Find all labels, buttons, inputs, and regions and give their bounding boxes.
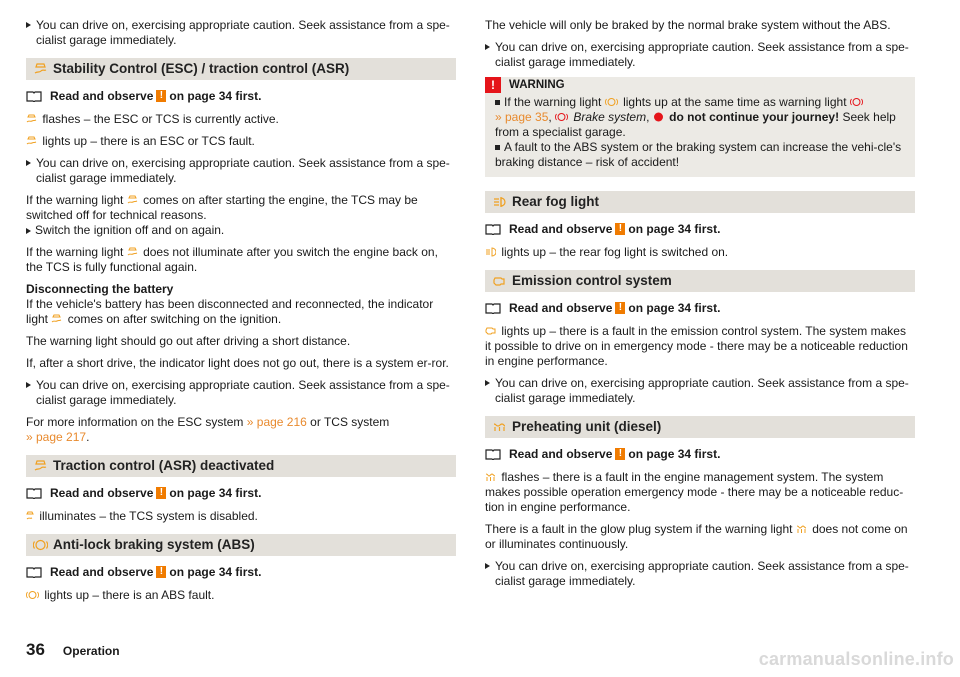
bullet-arrow-icon	[485, 44, 490, 50]
link-page-216[interactable]: » page 216	[246, 415, 307, 429]
warning-title: ! WARNING	[485, 77, 905, 93]
brake-warning-icon	[555, 112, 568, 122]
section-heading-fog: Rear fog light	[485, 191, 915, 213]
emission-icon	[485, 326, 496, 336]
esc-paragraph-3: The warning light should go out after driving a short distance.	[26, 334, 351, 348]
warning-item-1: If the warning light lights up at the same time as warning light » page 35, Brake system, do not continue your journey! Seek help from a specialist garage.	[495, 95, 896, 139]
book-icon	[485, 448, 501, 460]
esc-warning-icon	[33, 63, 48, 75]
esc-lights: lights up – there is an ESC or TCS fault.	[26, 134, 456, 149]
warning-ref-icon: !	[156, 566, 166, 578]
read-and-observe: Read and observe ! on page 34 first.	[485, 446, 915, 462]
read-and-observe: Read and observe ! on page 34 first.	[485, 221, 915, 237]
read-and-observe: Read and observe ! on page 34 first.	[26, 485, 456, 501]
section-label: Operation	[62, 644, 120, 658]
abs-intro: The vehicle will only be braked by the normal brake system without the ABS.	[485, 18, 891, 32]
read-and-observe: Read and observe ! on page 34 first.	[26, 88, 456, 104]
page-footer	[26, 642, 120, 659]
bullet-arrow-icon	[485, 380, 490, 386]
warning-ref-icon: !	[156, 90, 166, 102]
read-and-observe: Read and observe ! on page 34 first.	[26, 564, 456, 580]
watermark: carmanualsonline.info	[758, 649, 954, 669]
bullet-drive-on: You can drive on, exercising appropriate caution. Seek assistance from a spe-cialist garage immediately.	[26, 156, 456, 186]
rear-fog-icon	[485, 247, 496, 257]
book-icon	[26, 487, 42, 499]
esc-paragraph-4: If, after a short drive, the indicator light does not go out, there is a system er-ror.	[26, 356, 449, 370]
emission-icon	[492, 275, 507, 287]
esc-paragraph-2: If the warning light does not illuminate after you switch the engine back on, the TCS is fully functional again.	[26, 245, 438, 274]
abs-warning-icon	[26, 590, 39, 600]
left-column	[26, 18, 456, 610]
asr-off-icon	[26, 511, 34, 521]
more-info: For more information on the ESC system » page 216 or TCS system » page 217.	[26, 415, 390, 444]
warning-item-2: A fault to the ABS system or the braking system can increase the vehi-cle's braking distance – risk of accident!	[495, 140, 902, 169]
fog-text: lights up – the rear fog light is switched on.	[485, 245, 915, 260]
link-page-35[interactable]: » page 35	[495, 110, 549, 124]
section-heading-esc: Stability Control (ESC) / traction control (ASR)	[26, 58, 456, 80]
esc-warning-icon	[127, 195, 138, 205]
glow-plug-icon	[485, 472, 496, 482]
asr-off-icon	[33, 460, 48, 472]
book-icon	[26, 566, 42, 578]
bullet-arrow-icon	[485, 563, 490, 569]
abs-warning-icon	[33, 539, 48, 551]
section-heading-emission: Emission control system	[485, 270, 915, 292]
bullet-arrow-icon	[26, 228, 31, 234]
bullet-arrow-icon	[26, 160, 31, 166]
bullet-arrow-icon	[26, 22, 31, 28]
warning-box	[485, 77, 915, 177]
book-icon	[26, 90, 42, 102]
abs-warning-icon	[605, 97, 618, 107]
warning-ref-icon: !	[615, 448, 625, 460]
warning-ref-icon: !	[615, 302, 625, 314]
bullet-drive-on: You can drive on, exercising appropriate caution. Seek assistance from a spe-cialist garage immediately.	[26, 378, 456, 408]
link-page-217[interactable]: » page 217	[26, 430, 87, 444]
disconnect-paragraph: Disconnecting the battery If the vehicle's battery has been disconnected and reconnected, the indicator light comes on after switching on the ignition.	[26, 282, 434, 326]
warning-ref-icon: !	[615, 223, 625, 235]
square-bullet-icon	[495, 145, 500, 150]
esc-warning-icon	[51, 314, 62, 324]
bullet-drive-on: You can drive on, exercising appropriate caution. Seek assistance from a spe-cialist garage immediately.	[485, 40, 915, 70]
bullet-drive-on: You can drive on, exercising appropriate caution. Seek assistance from a spe-cialist garage immediately.	[485, 376, 915, 406]
read-and-observe: Read and observe ! on page 34 first.	[485, 300, 915, 316]
esc-flashes: flashes – the ESC or TCS is currently active.	[26, 112, 456, 127]
bullet-drive-on: You can drive on, exercising appropriate caution. Seek assistance from a spe-cialist garage immediately.	[485, 559, 915, 589]
section-heading-abs: Anti-lock braking system (ABS)	[26, 534, 456, 556]
esc-warning-icon	[26, 136, 37, 146]
section-heading-preheating: Preheating unit (diesel)	[485, 416, 915, 438]
warning-icon: !	[485, 77, 501, 93]
right-column	[485, 18, 915, 596]
emission-text: lights up – there is a fault in the emission control system. The system makes it possible to drive on in emergency mode - there may be a noticeable reduction in engine performance.	[485, 324, 908, 368]
esc-paragraph-1: If the warning light comes on after starting the engine, the TCS may be switched off for technical reasons. Switch the ignition off and on again.	[26, 193, 418, 237]
glow-plug-icon	[492, 421, 507, 433]
preheat-flashes: flashes – there is a fault in the engine management system. The system makes possible operation emergency mode - there may be a noticeable reduc-tion in engine performance.	[485, 470, 904, 514]
asr-text: illuminates – the TCS system is disabled.	[26, 509, 456, 524]
brake-warning-icon	[850, 97, 863, 107]
book-icon	[485, 302, 501, 314]
book-icon	[485, 223, 501, 235]
section-heading-asr: Traction control (ASR) deactivated	[26, 455, 456, 477]
esc-warning-icon	[127, 247, 138, 257]
page-number: 36	[26, 640, 45, 659]
bullet-drive-on: You can drive on, exercising appropriate caution. Seek assistance from a spe-cialist garage immediately.	[26, 18, 456, 48]
square-bullet-icon	[495, 100, 500, 105]
brake-warning-icon	[653, 112, 664, 122]
bullet-arrow-icon	[26, 382, 31, 388]
glow-plug-icon	[796, 524, 807, 534]
rear-fog-icon	[492, 196, 507, 208]
warning-ref-icon: !	[156, 487, 166, 499]
esc-warning-icon	[26, 114, 37, 124]
preheat-glow: There is a fault in the glow plug system if the warning light does not come on or illuminates continuously.	[485, 522, 908, 551]
abs-text: lights up – there is an ABS fault.	[26, 588, 456, 603]
